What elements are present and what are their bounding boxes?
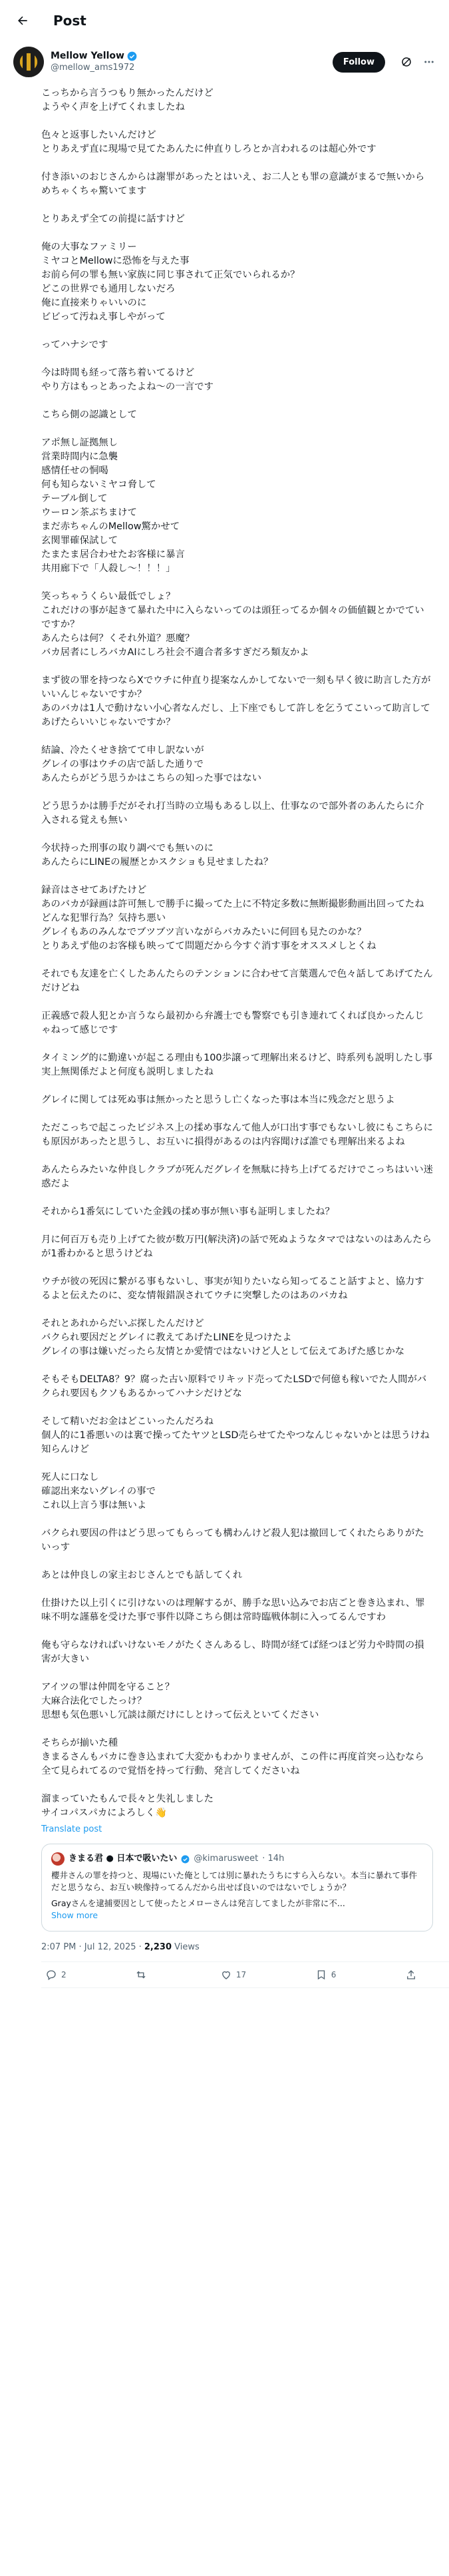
heart-icon	[220, 1969, 232, 1981]
quoted-post-header	[51, 1852, 423, 1866]
reply-button[interactable]	[45, 1969, 67, 1981]
translate-post-link[interactable]: Translate post	[41, 1824, 102, 1834]
like-count: 17	[235, 1970, 247, 1979]
bookmark-count: 6	[331, 1970, 337, 1979]
post-author	[0, 41, 449, 83]
back-button[interactable]	[11, 9, 35, 33]
post-meta	[41, 1942, 449, 1952]
verified-badge-icon	[127, 51, 137, 61]
author-handle[interactable]: @mellow_ams1972	[51, 63, 135, 73]
back-arrow-icon	[16, 14, 29, 27]
views-label: Views	[172, 1942, 200, 1952]
post-text: こっちから言うつもり無かったんだけど ようやく声を上げてくれましたね 色々と返事したいんだけど とりあえず直に現場で見てたあんたに仲直りしろとか言われるのは超心外です 付き添いのおじさんからは謝罪があったとはいえ、お二人とも罪の意識がまるで無いからめちゃくちゃ驚いてます とりあえず全ての前提に話すけど 俺の大事なファミリー ミヤコとMellowに恐怖を与えた事 お前ら何の罪も無い家族に同じ事されて正気でいられるか？ どこの世界でも通用しないだろ 俺に直接来りゃいいのに ビビって汚ねえ事しやがって ってハナシです 今は時間も経って落ち着いてるけど やり方はもっとあったよね〜の一言です こちら側の認識として アポ無し証拠無し 営業時間内に急襲 感情任せの恫喝 何も知らないミヤコ脅して テーブル倒して ウーロン茶ぶちまけて まだ赤ちゃんのMellow驚かせて 玄関罪確保試して たまたま居合わせたお客様に暴言 共用廊下で「人殺し〜！！！」 笑っちゃうくらい最低でしょ？ これだけの事が起きて暴れた中に入らないってのは頭狂ってるか個々の価値観とかでていですか？ あんたらは何？くそれ外道？悪魔？ バカ居者にしろバカAIにしろ社会不適合者多すぎだろ類友かよ まず彼の罪を持つならXでウチに仲直り提案なんかしてないで一刻も早く彼に助言した方がいいんじゃないですか？ あのバカは1人で動けない小心者なんだし、上下座でもして許しを乞うてこいって助言してあげたらいいじゃないですか？ 結論、冷たくせき捨てて申し訳ないが グレイの事はウチの店で話した通りで あんたらがどう思うかはこちらの知った事ではない どう思うかは勝手だがそれ打当時の立場もあるし以上、仕事なので部外者のあんたらに介入される覚えも無い 今状持った刑事の取り調べでも無いのに あんたらにLINEの履歴とかスクショも見せましたね？ 録音はさせてあげたけど あのバカが録画は許可無しで勝手に撮ってた上に不特定多数に無断撮影動画出回ってたね どんな犯罪行為？気持ち悪い グレイもあのみんなでブツブツ言いながらバカみたいに何回も見たのかな？ とりあえず他のお客様も映ってて問題だから今すぐ消す事をオススメしとくね それでも友達を亡くしたあんたらのテンションに合わせて言葉選んで色々話してあげてたんだけどね 正義感で殺人犯とか言うなら最初から弁護士でも警察でも引き連れてくれば良かったんじゃねって感じです タイミング的に勤違いが起こる理由も100歩譲って理解出来るけど、時系列も説明したし事実上無関係だよと何度も説明しましたね グレイに関しては死ぬ事は無かったと思うし亡くなった事は本当に残念だと思うよ ただこっちで起こったビジネス上の揉め事なんて他人が口出す事でもないし彼にもこちらにも原因があったと思うし、お互いに損得があるのは内容聞けば誰でも理解出来るよね あんたらみたいな仲良しクラブが死んだグレイを無駄に持ち上げてるだけでこっちはいい迷惑だよ それから1番気にしていた金銭の揉め事が無い事も証明しましたね？ 月に何百万も売り上げてた彼が数万円(解決済)の話で死ぬようなタマではないのはあんたらが1番わかると思うけどね ウチが彼の死因に繋がる事もないし、事実が知りたいなら知ってること話すよと、協力するよと伝えたのに、変な情報錯誤されてウチに突撃したのはあのバカね それとあれからだいぶ探したんだけど バクられ要因だとグレイに教えてあげたLINEを見つけたよ グレイの事は嫌いだったら友情とか愛情ではないけど人として伝えてあげた感じかな そもそもDELTA8？9？腐った古い原料でリキッド売ってたLSDで何億も稼いでた人間がバクられ要因もクソもあるかってハナシだけどな そして精いだお金はどこいったんだろね 個人的に1番悪いのは裏で操ってたヤツとLSD売らせてたやつなんじゃないかとは思うけね 知らんけど 死人に口なし 確認出来ないグレイの事で これ以上言う事は無いよ バクられ要因の件はどう思ってもらっても構わんけど殺人犯は撤回してくれたらありがたいっす あとは仲良しの家主おじさんとでも話してくれ 仕掛けた以上引くに引けないのは理解するが、勝手な思い込みでお店ごと巻き込まれ、罪味不明な謹慕を受けた事で事件以降こちら側は常時臨戦体制に入ってるんですわ 俺も守らなければいけないモノがたくさんあるし、時間が経てば経つほど労力や時間の損害が大きい アイツの罪は仲間を守ること？ 大麻合法化でしたっけ？ 思想も気色悪いし冗談は顔だけにしとけって伝えといてください そちらが揃いた種 きまるさんもバカに巻き込まれて大変かもわかりませんが、この件に再度首突っ込むなら全て見られてるので覚悟を持って行動、発言してくださいね 溜まっていたもんで長々と失礼しました サイコパスパカによろしく👋	[41, 88, 434, 1818]
share-icon	[405, 1969, 417, 1981]
reply-count: 2	[61, 1970, 67, 1979]
quoted-author-handle[interactable]: @kimarusweet	[194, 1854, 259, 1864]
quoted-post-text: 櫻井さんの罪を持つと、現場にいた俺としては別に暴れたうちにすら入らない。本当に暴れて事件だと思うなら、お互い映像持ってるんだから出せば良いのではないでしょうか？	[51, 1870, 418, 1892]
author-display-name[interactable]: Mellow Yellow	[51, 51, 124, 61]
grok-button[interactable]	[398, 54, 414, 70]
verified-badge-icon	[181, 1855, 190, 1864]
avatar[interactable]	[13, 47, 44, 77]
quoted-post-time: · 14h	[262, 1854, 285, 1864]
repost-icon	[135, 1969, 147, 1981]
show-more-link[interactable]: Show more	[51, 1910, 98, 1920]
like-button[interactable]	[220, 1969, 246, 1981]
grok-icon	[400, 56, 412, 68]
share-button[interactable]	[405, 1969, 417, 1981]
more-options-button[interactable]	[421, 54, 437, 70]
more-icon	[423, 56, 435, 68]
quoted-author-name[interactable]: きまる君 ● 日本で吸いたい	[69, 1854, 178, 1864]
follow-button[interactable]: Follow	[333, 52, 385, 73]
top-bar	[0, 0, 449, 41]
post-timestamp[interactable]: 2:07 PM · Jul 12, 2025 ·	[41, 1942, 144, 1952]
quoted-post-text-2: Grayさんを逮捕要因として使ったとメローさんは発言してましたが非常に不...	[51, 1898, 345, 1908]
author-names	[51, 50, 326, 74]
bookmark-button[interactable]	[315, 1969, 337, 1981]
quoted-avatar[interactable]	[51, 1852, 65, 1866]
views-count: 2,230	[144, 1942, 172, 1952]
bookmark-icon	[315, 1969, 327, 1981]
page-title: Post	[53, 13, 86, 29]
quoted-post[interactable]	[41, 1844, 433, 1932]
divider	[41, 1987, 449, 1988]
action-bar	[0, 1962, 449, 1987]
repost-button[interactable]	[135, 1969, 151, 1981]
reply-icon	[45, 1969, 57, 1981]
